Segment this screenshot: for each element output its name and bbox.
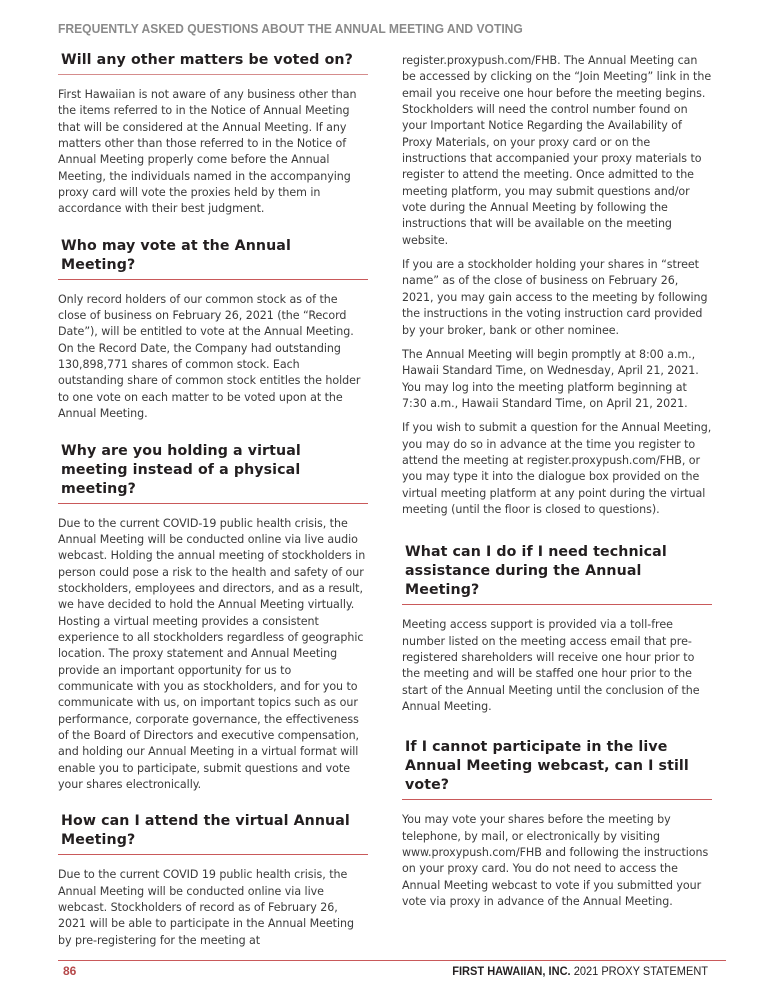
footer-company-name: FIRST HAWAIIAN, INC. bbox=[452, 964, 571, 978]
footer-document-name: 2021 PROXY STATEMENT bbox=[570, 964, 708, 978]
section-heading: If I cannot participate in the live Annual Meeting webcast, can I still vote? bbox=[402, 735, 712, 800]
faq-technical-assistance bbox=[402, 540, 712, 715]
right-column bbox=[402, 53, 712, 910]
footer-divider bbox=[58, 960, 726, 961]
section-heading: What can I do if I need technical assistance during the Annual Meeting? bbox=[402, 540, 712, 605]
footer-document-title bbox=[452, 964, 708, 978]
section-heading: Why are you holding a virtual meeting instead of a physical meeting? bbox=[58, 439, 368, 504]
continued-paragraph: If you wish to submit a question for the Annual Meeting, you may do so in advance at the time you register to attend the meeting at register.proxypush.com/FHB, or you may type it into the dialogue box provided on the virtual meeting platform at any point during the virtual meeting (until the floor is closed to questions). bbox=[402, 421, 712, 516]
faq-virtual-meeting-reason bbox=[58, 439, 368, 794]
faq-attend-virtual-meeting bbox=[58, 809, 368, 949]
section-paragraph: Meeting access support is provided via a toll-free number listed on the meeting access email that pre-registered shareholders will receive one hour prior to the meeting and will be staffed one hour prior to the start of the Annual Meeting until the conclusion of the Annual Meeting. bbox=[402, 618, 700, 713]
section-heading: Will any other matters be voted on? bbox=[58, 48, 368, 75]
section-heading: Who may vote at the Annual Meeting? bbox=[58, 234, 368, 280]
continued-paragraph: The Annual Meeting will begin promptly at 8:00 a.m., Hawaii Standard Time, on Wednesday, April 21, 2021. You may log into the meeting platform beginning at 7:30 a.m., Hawaii Standard Time, on April 21, 2021. bbox=[402, 347, 699, 410]
section-paragraph: First Hawaiian is not aware of any business other than the items referred to in the Notice of Annual Meeting that will be considered at the Annual Meeting. If any matters other than those referred to in the Notice of Annual Meeting properly come before the Annual Meeting, the individuals named in the accompanying proxy card will vote the proxies held by them in accordance with their best judgment. bbox=[58, 88, 357, 216]
section-paragraph: Due to the current COVID 19 public health crisis, the Annual Meeting will be conducted online via live webcast. Stockholders of record as of February 26, 2021 will be able to participate in the Annual Meeting by pre-registering for the meeting at bbox=[58, 868, 354, 947]
faq-who-may-vote bbox=[58, 234, 368, 423]
section-paragraph: Only record holders of our common stock as of the close of business on February 26, 2021 (the “Record Date”), will be entitled to vote at the Annual Meeting. On the Record Date, the Company had outstanding 130,898,771 shares of common stock. Each outstanding share of common stock entitles the holder to one vote on each matter to be voted upon at the Annual Meeting. bbox=[58, 292, 361, 421]
section-paragraph: You may vote your shares before the meeting by telephone, by mail, or electronically by visiting www.proxypush.com/FHB and following the instructions on your proxy card. You do not need to access the Annual Meeting webcast to vote if you submitted your vote via proxy in advance of the Annual Meeting. bbox=[402, 813, 709, 909]
page-number: 86 bbox=[63, 964, 77, 978]
section-paragraph: Due to the current COVID-19 public health crisis, the Annual Meeting will be conducted online via live audio webcast. Holding the annual meeting of stockholders in person could pose a risk to the health and safety of our stockholders, employees and directors, and as a result, we have decided to hold the Annual Meeting virtually. Hosting a virtual meeting provides a consistent experience to all stockholders regardless of geographic location. The proxy statement and Annual Meeting provide an important opportunity for us to communicate with you as stockholders, and for you to communicate with us, on important topics such as our performance, corporate governance, the effectiveness of the Board of Directors and executive compensation, and holding our Annual Meeting in a virtual format will enable you to participate, submit questions and vote your shares electronically. bbox=[58, 516, 366, 791]
left-column bbox=[58, 48, 368, 949]
running-head: FREQUENTLY ASKED QUESTIONS ABOUT THE ANNUAL MEETING AND VOTING bbox=[58, 21, 523, 36]
continued-paragraph: register.proxypush.com/FHB. The Annual Meeting can be accessed by clicking on the “Join Meeting” link in the email you receive one hour before the meeting begins. Stockholders will need the control number found on your Important Notice Regarding the Availability of Proxy Materials, on your proxy card or on the instructions that accompanied your proxy materials to register to attend the meeting. Once admitted to the meeting platform, you may submit questions and/or vote during the Annual Meeting by following the instructions that will be available on the meeting website. bbox=[402, 54, 712, 247]
section-heading: How can I attend the virtual Annual Meeting? bbox=[58, 809, 368, 855]
faq-vote-without-webcast bbox=[402, 735, 712, 910]
faq-other-matters bbox=[58, 48, 368, 218]
continued-paragraph: If you are a stockholder holding your shares in “street name” as of the close of business on February 26, 2021, you may gain access to the meeting by following the instructions in the voting instruction card provided by your broker, bank or other nominee. bbox=[402, 258, 708, 337]
